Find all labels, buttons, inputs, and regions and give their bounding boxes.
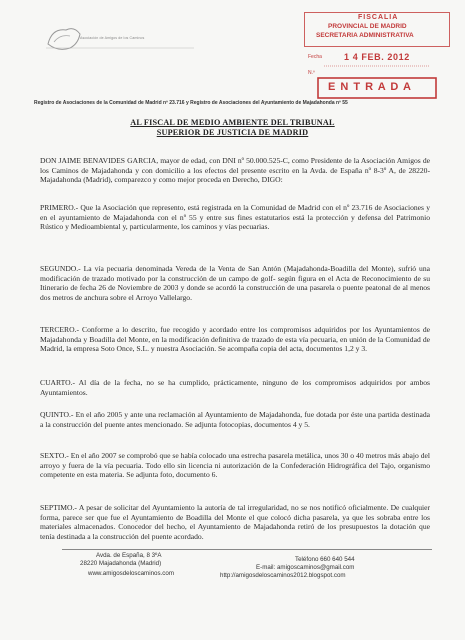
paragraph-text: QUINTO.- En el año 2005 y ante una reclamación al Ayuntamiento de Majadahonda, fue dotada por éste una partida destinada a la construcción del puente antes mencionado. Se adjunta fotocopias, documentos 4 y 5. <box>40 410 430 429</box>
stamp-line2: PROVINCIAL DE MADRID <box>328 23 407 30</box>
footer-phone: Teléfono 660 640 544 <box>295 556 355 563</box>
paragraph-sexto <box>40 451 430 480</box>
paragraph-text: SEGUNDO.- La vía pecuaria denominada Vereda de la Venta de San Antón (Majadahonda-Boadilla del Monte), sufrió una modificación de trazado motivado por la construcción de un campo de golf- según figura en el Acta de Reconocimiento de su Itinerario de fecha 26 de Noviembre de 2003 y donde se acordó la construcción de una pasarela o puente peatonal de al menos dos metros de anchura sobre el Arroyo Vallelargo. <box>40 264 430 302</box>
stamp-entrada: E N T R A D A <box>328 81 412 93</box>
paragraph-tercero <box>40 325 430 354</box>
paragraph-septimo <box>40 503 430 541</box>
registry-line: Registro de Asociaciones de la Comunidad de Madrid nº 23.716 y Registro de Asociaciones del Ayuntamiento de Majadahonda nº 55 <box>34 100 348 106</box>
paragraph-text: SEPTIMO.- A pesar de solicitar del Ayuntamiento la autoría de tal irregularidad, no se nos notificó oficialmente. De cualquier forma, parece ser que fue el Ayuntamiento de Boadilla del Monte el que colocó dicha pasarela, ya que les sobraba entre los materiales almacenados. Conocedor del hecho, el Ayuntamiento de Majadahonda retiró de los presupuestos la dotación que tenía destinada a la construcción del puente acordado. <box>40 503 430 541</box>
paragraph-quinto <box>40 410 430 429</box>
document-title-line1: AL FISCAL DE MEDIO AMBIENTE DEL TRIBUNAL <box>130 118 335 127</box>
footer-web2: http://amigosdeloscaminos2012.blogspot.com <box>220 572 346 579</box>
paragraph-text: CUARTO.- Al día de la fecha, no se ha cumplido, prácticamente, ninguno de los compromisos adquiridos por ambos Ayuntamientos. <box>40 378 430 397</box>
logo-text: Asociación de Amigos de los Caminos <box>80 36 145 40</box>
stamp-fecha-label: Fecha <box>308 54 322 60</box>
document-title-line2: SUPERIOR DE JUSTICIA DE MADRID <box>156 128 309 137</box>
footer-divider <box>62 549 432 550</box>
paragraph-text: DON JAIME BENAVIDES GARCIA, mayor de edad, con DNI nº 50.000.525-C, como Presidente de la Asociación Amigos de los Caminos de Majadahonda y con domicilio a los efectos del presente escrito en la Avda. de España nº 8-3º A, de 28220-Majadahonda (Madrid), comparezco y como mejor proceda en Derecho, DIGO: <box>40 156 430 185</box>
footer-email: E-mail: amigoscaminos@gmail.com <box>256 564 355 571</box>
paragraph-intro <box>40 156 430 185</box>
footer-web1: www.amigosdeloscaminos.com <box>88 570 174 577</box>
stamp-line1: FISCALIA <box>358 14 399 21</box>
paragraph-text: SEXTO.- En el año 2007 se comprobó que se había colocado una estrecha pasarela metálica, unos 30 o 40 metros más abajo del arroyo y fuera de la vía pecuaria. Todo ello sin licencia ni autorización de la Confederación Hidrográfica del Tajo, organismo competente en esta materia. Se adjunta foto, documento 6. <box>40 451 430 480</box>
paragraph-segundo <box>40 264 430 302</box>
footer-address2: 28220 Majadahonda (Madrid) <box>80 560 162 567</box>
fiscalia-stamp <box>304 12 450 100</box>
paragraph-text: TERCERO.- Conforme a lo descrito, fue recogido y acordado entre los compromisos adquiridos por los Ayuntamientos de Majadahonda y Boadilla del Monte, en la modificación definitiva de trazado de esta vía pecuaria, en unión de la Comunidad de Madrid, la empresa Soto Once, S.L. y nuestra Asociación. Se acompaña copia del acta, documentos 1,2 y 3. <box>40 325 430 354</box>
paragraph-text: PRIMERO.- Que la Asociación que represento, está registrada en la Comunidad de Madrid con el nº 23.716 de Asociaciones y en el ayuntamiento de Majadahonda con el nº 55 y entre sus fines estatutarios está la protección y defensa del Patrimonio Rústico y Medioambiental y, particularmente, los caminos y vías pecuarias. <box>40 203 430 232</box>
stamp-date: 1 4 FEB. 2012 <box>344 52 410 62</box>
paragraph-cuarto <box>40 378 430 397</box>
paragraph-primero <box>40 203 430 232</box>
stamp-line3: SECRETARIA ADMINISTRATIVA <box>316 32 414 39</box>
stamp-number-label: N.º <box>308 70 315 76</box>
footer-address1: Avda. de España, 8 3ºA <box>96 552 162 559</box>
